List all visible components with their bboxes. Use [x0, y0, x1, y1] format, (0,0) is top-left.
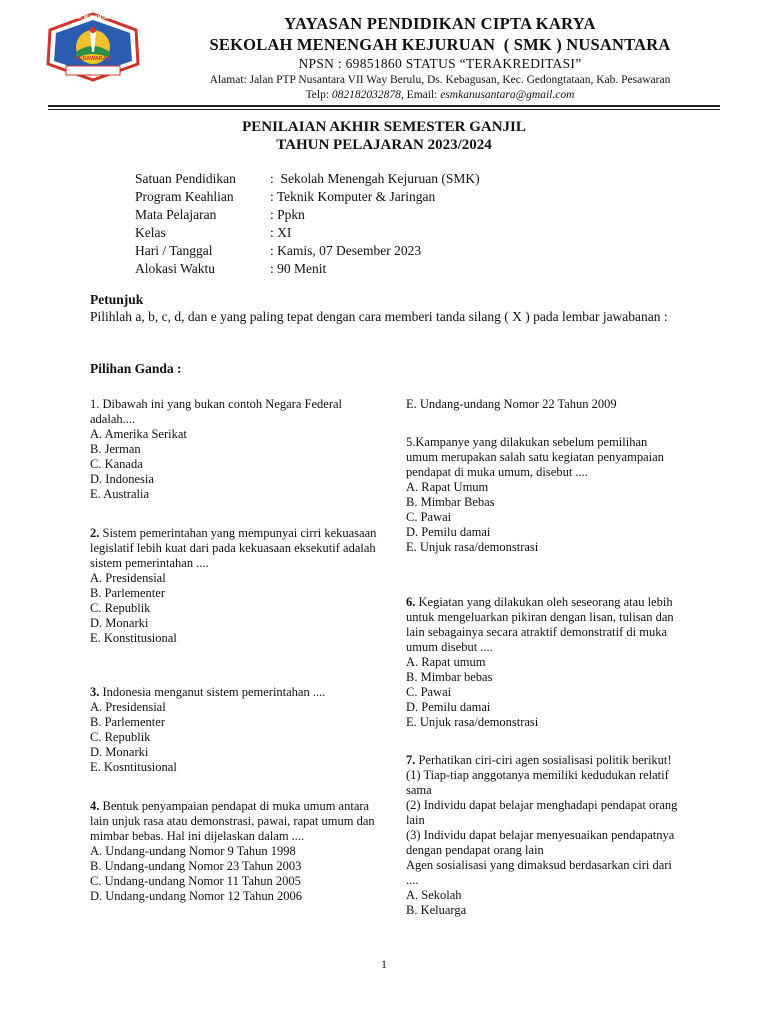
question-3	[90, 685, 380, 775]
exam-title: PENILAIAN AKHIR SEMESTER GANJIL	[242, 119, 526, 135]
option: B. Mimbar bebas	[406, 670, 493, 684]
header-divider-thick	[48, 105, 720, 107]
question-text: 2. Sistem pemerintahan yang mempunyai cirri kekuasaan legislatif lebih kuat dari pada kekuasaan eksekutif adalah sistem pemerintahan ....	[90, 526, 377, 570]
question-text: 1. Dibawah ini yang bukan contoh Negara Federal adalah....	[90, 397, 343, 426]
option: D. Pemilu damai	[406, 700, 491, 714]
logo-bottom-text: PESAWARAN	[75, 56, 111, 62]
header-divider-thin	[48, 109, 720, 110]
option: A. Presidensial	[90, 700, 166, 714]
option: A. Amerika Serikat	[90, 427, 187, 441]
info-row: Alokasi Waktu : 90 Menit	[135, 261, 327, 276]
instructions-text: Pilihlah a, b, c, d, dan e yang paling tepat dengan cara memberi tanda silang ( X ) pada lembar jawabanan :	[90, 309, 668, 324]
option: B. Keluarga	[406, 903, 467, 917]
phone-label: Telp:	[305, 89, 332, 101]
instructions-title: Petunjuk	[90, 292, 144, 307]
option: E. Australia	[90, 487, 150, 501]
school-logo	[46, 12, 140, 82]
statement: (2) Individu dapat belajar menghadapi pendapat orang lain	[406, 798, 678, 827]
question-text: 6. Kegiatan yang dilakukan oleh seseorang atau lebih untuk mengeluarkan pikiran dengan lisan, tulisan dan lain sebagainya secara atraktif demonstratif di muka umum disebut ....	[406, 595, 674, 654]
option: A. Undang-undang Nomor 9 Tahun 1998	[90, 844, 296, 858]
option: D. Indonesia	[90, 472, 154, 486]
phone-number: 082182032878	[331, 89, 401, 101]
page-number: 1	[381, 957, 387, 971]
option: E. Kosntitusional	[90, 760, 177, 774]
contact-line	[140, 89, 740, 101]
question-text: 3. Indonesia menganut sistem pemerintahan ....	[90, 685, 326, 699]
info-row: Mata Pelajaran : Ppkn	[135, 207, 305, 222]
exam-info	[135, 170, 480, 278]
option: B. Jerman	[90, 442, 141, 456]
statement: (3) Individu dapat belajar menyesuaikan pendapatnya dengan pendapat orang lain	[406, 828, 675, 857]
logo-top-text: SMK NUSANTARA	[71, 15, 115, 21]
option: E. Unjuk rasa/demonstrasi	[406, 715, 539, 729]
option: C. Republik	[90, 730, 151, 744]
npsn-status: NPSN : 69851860 STATUS “TERAKREDITASI”	[298, 56, 582, 71]
info-row: Program Keahlian : Teknik Komputer & Jaringan	[135, 189, 436, 204]
option: B. Mimbar Bebas	[406, 495, 495, 509]
option: A. Presidensial	[90, 571, 166, 585]
option: B. Parlementer	[90, 586, 165, 600]
foundation-name: YAYASAN PENDIDIKAN CIPTA KARYA	[284, 14, 596, 33]
email-address: esmkanusantara@gmail.com	[440, 89, 575, 101]
option: D. Pemilu damai	[406, 525, 491, 539]
option: B. Parlementer	[90, 715, 165, 729]
question-2	[90, 526, 380, 646]
option: E. Konstitusional	[90, 631, 177, 645]
question-5	[406, 435, 681, 555]
question-4-continued	[406, 397, 696, 412]
info-row: Kelas : XI	[135, 225, 292, 240]
option: C. Kanada	[90, 457, 143, 471]
question-6	[406, 595, 681, 730]
option: C. Republik	[90, 601, 151, 615]
option: C. Undang-undang Nomor 11 Tahun 2005	[90, 874, 301, 888]
question-text: 5.Kampanye yang dilakukan sebelum pemilihan umum merupakan salah satu kegiatan penyampaian pendapat di muka umum, disebut ....	[406, 435, 664, 479]
option: A. Rapat Umum	[406, 480, 489, 494]
question-4	[90, 799, 380, 904]
question-text: 7. Perhatikan ciri-ciri agen sosialisasi politik berikut!	[406, 753, 672, 767]
option: D. Monarki	[90, 745, 149, 759]
option: B. Undang-undang Nomor 23 Tahun 2003	[90, 859, 302, 873]
statement: (1) Tiap-tiap anggotanya memiliki kedudukan relatif sama	[406, 768, 669, 797]
school-address: Alamat: Jalan PTP Nusantara VII Way Berulu, Ds. Kebagusan, Kec. Gedongtataan, Kab. Pesawaran	[209, 74, 671, 86]
school-name: SEKOLAH MENENGAH KEJURUAN ( SMK ) NUSANTARA	[209, 35, 671, 54]
option: D. Undang-undang Nomor 12 Tahun 2006	[90, 889, 303, 903]
option: C. Pawai	[406, 510, 452, 524]
option: E. Undang-undang Nomor 22 Tahun 2009	[406, 397, 617, 411]
academic-year: TAHUN PELAJARAN 2023/2024	[276, 137, 492, 153]
email-label: , Email:	[400, 89, 441, 101]
option: D. Monarki	[90, 616, 149, 630]
info-row: Satuan Pendidikan : Sekolah Menengah Kejuruan (SMK)	[135, 171, 480, 186]
question-7	[406, 753, 681, 918]
question-text: 4. Bentuk penyampaian pendapat di muka umum antara lain unjuk rasa atau demonstrasi, pawai, rapat umum dan mimbar bebas. Hal ini dijelaskan dalam ....	[90, 799, 375, 843]
option: A. Rapat umum	[406, 655, 486, 669]
option: A. Sekolah	[406, 888, 462, 902]
option: C. Pawai	[406, 685, 452, 699]
question-1	[90, 397, 380, 502]
question-closing: Agen sosialisasi yang dimaksud berdasarkan ciri dari ....	[406, 858, 672, 887]
option: E. Unjuk rasa/demonstrasi	[406, 540, 539, 554]
section-title: Pilihan Ganda :	[90, 361, 182, 376]
info-row: Hari / Tanggal : Kamis, 07 Desember 2023	[135, 243, 422, 258]
